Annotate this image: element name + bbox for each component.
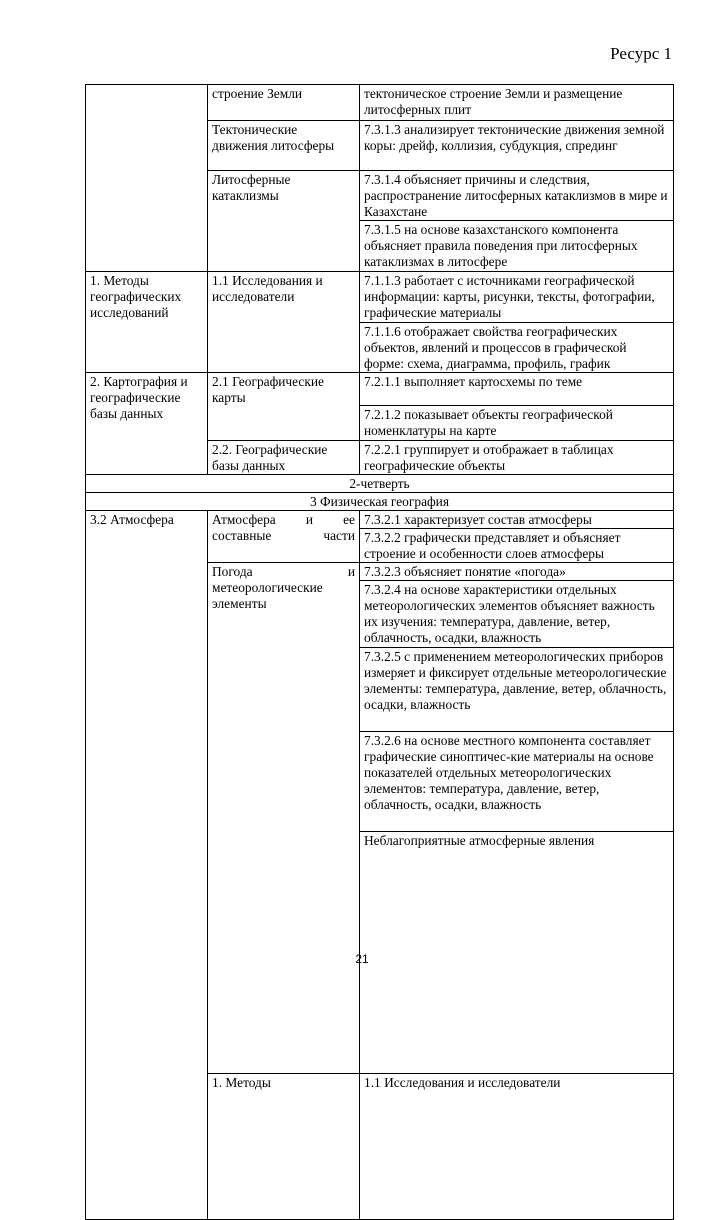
table-row [86,373,674,406]
section-cell [86,85,208,272]
table-row [86,493,674,511]
topic-cell [208,563,360,1074]
section-cell: 1. Методы географических исследований [86,272,208,373]
goal-cell: 7.3.2.1 характеризует состав атмосферы [360,511,674,529]
page-number: 21 [355,952,369,966]
topic-cell-line: Погода и метеорологические элементы [212,564,355,611]
goal-cell: 7.1.1.6 отображает свойства географических объектов, явлений и процессов в графической форме: схема, диаграмма, профиль, график [360,323,674,373]
table-row [86,511,674,529]
goal-cell: 7.3.2.6 на основе местного компонента составляет графические синоптичес-кие материалы на основе показателей отдельных метеорологических элементов: температура, давление, ветер, облачность, осадки, влажность [360,732,674,832]
goal-cell: 7.1.1.3 работает с источниками географической информации: карты, рисунки, тексты, фотографии, графические материалы [360,272,674,323]
topic-cell: Тектонические движения литосферы [208,121,360,171]
topic-cell: строение Земли [208,85,360,121]
goal-cell: 7.3.2.5 с применением метеорологических приборов измеряет и фиксирует отдельные метеорологические элементы: температура, давление, ветер, облачность, осадки, влажность [360,648,674,732]
table-row [86,272,674,323]
goal-cell: 7.3.1.5 на основе казахстанского компонента объясняет правила поведения при литосферных катаклизмах в литосфере [360,221,674,272]
resource-label: Ресурс 1 [610,44,672,63]
section-heading: 3 Физическая география [86,493,674,511]
goal-cell: 7.3.2.3 объясняет понятие «погода» [360,563,674,581]
goal-cell: 7.2.2.1 группирует и отображает в таблицах географические объекты [360,441,674,475]
goal-cell: 7.3.1.4 объясняет причины и следствия, распространение литосферных катаклизмов в мире и Казахстане [360,171,674,221]
section-cell: 1. Методы [208,1074,360,1220]
goal-cell: тектоническое строение Земли и размещение литосферных плит [360,85,674,121]
topic-cell: 2.1 Географические карты [208,373,360,441]
goal-cell: 7.2.1.1 выполняет картосхемы по теме [360,373,674,406]
topic-cell: Неблагоприятные атмосферные явления [360,832,674,1074]
topic-cell: 1.1 Исследования и исследователи [360,1074,674,1220]
goal-cell: 7.3.1.3 анализирует тектонические движения земной коры: дрейф, коллизия, субдукция, спрединг [360,121,674,171]
topic-cell: Атмосфера и ее составные части [208,511,360,563]
curriculum-table [85,84,674,1220]
topic-cell: 1.1 Исследования и исследователи [208,272,360,373]
goal-cell: 7.3.2.4 на основе характеристики отдельных метеорологических элементов объясняет важность их изучения: температура, давление, ветер, облачность, осадки, влажность [360,581,674,648]
topic-cell: Литосферные катаклизмы [208,171,360,272]
table-row [86,475,674,493]
section-cell: 3.2 Атмосфера [86,511,208,1220]
quarter-heading: 2-четверть [86,475,674,493]
goal-cell: 7.2.1.2 показывает объекты географической номенклатуры на карте [360,406,674,441]
table-row [86,85,674,121]
topic-cell: 2.2. Географические базы данных [208,441,360,475]
goal-cell: 7.3.2.2 графически представляет и объясняет строение и особенности слоев атмосферы [360,529,674,563]
section-cell: 2. Картография и географические базы данных [86,373,208,475]
